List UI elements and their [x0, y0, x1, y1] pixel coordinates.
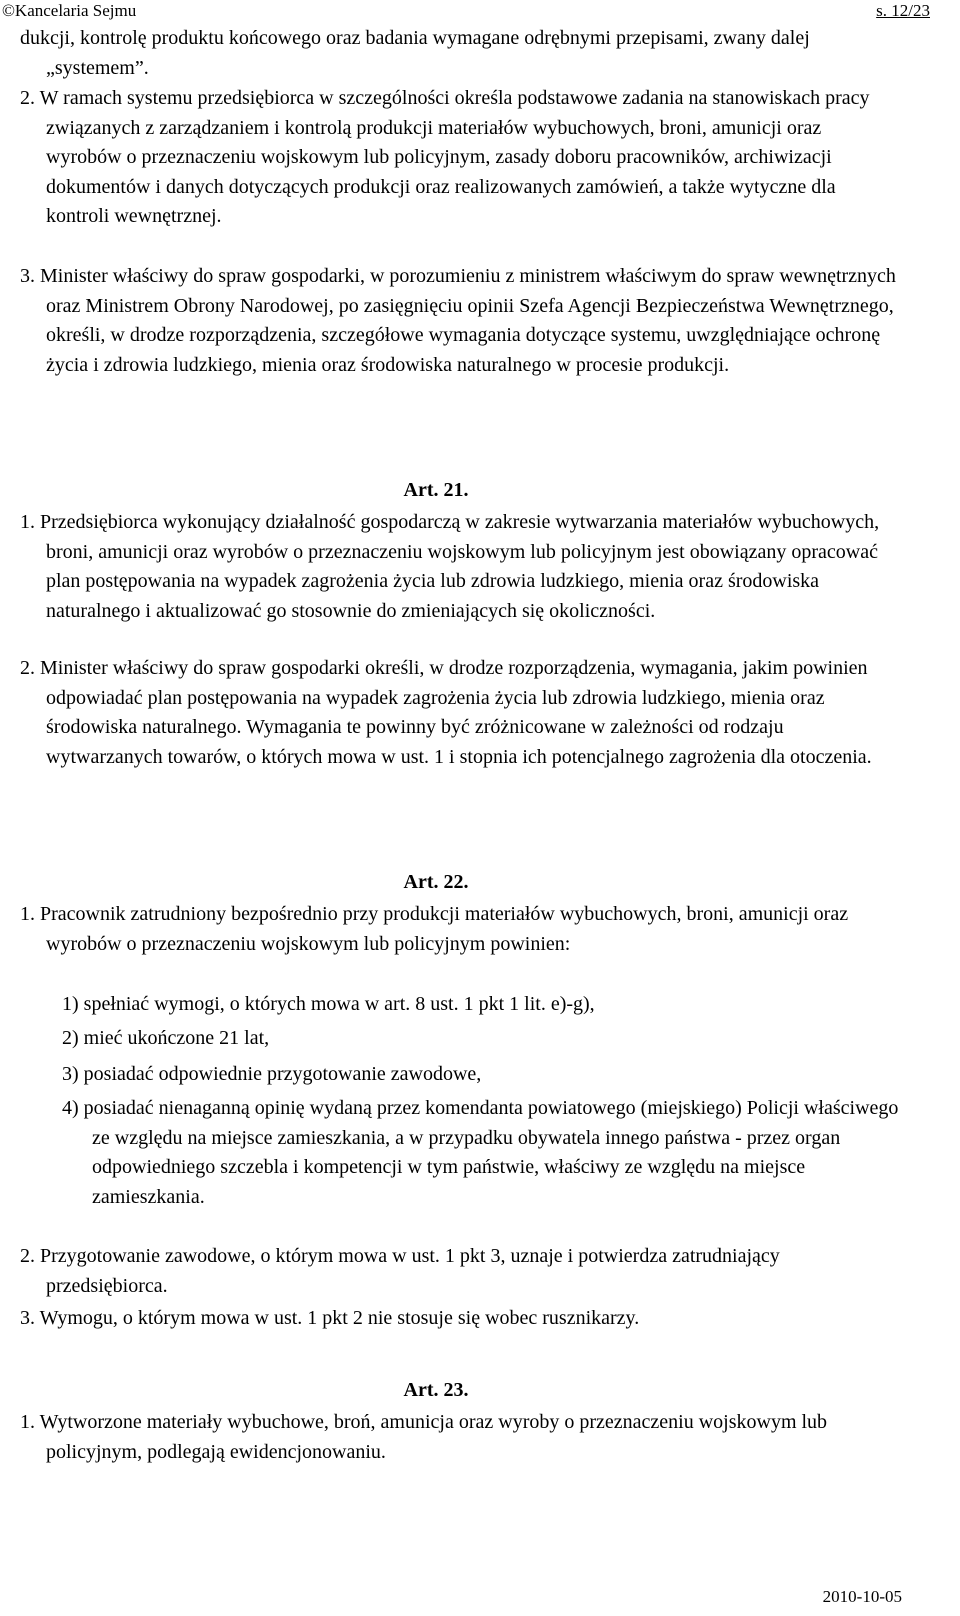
article-heading-22: Art. 22.	[403, 871, 469, 893]
header-source: ©Kancelaria Sejmu	[2, 1, 137, 20]
paragraph-art22-2: 2. Przygotowanie zawodowe, o którym mowa w ust. 1 pkt 3, uznaje i potwierdza zatrudniający przedsiębiorca.	[20, 1245, 780, 1297]
paragraph-art20-2: 2. W ramach systemu przedsiębiorca w szczególności określa podstawowe zadania na stanowiskach pracy związanych z zarządzaniem i kontrolą produkcji materiałów wybuchowych, broni, amunicji oraz wyrobów o przeznaczeniu wojskowym lub policyjnym, zasady doboru pracowników, archiwizacji dokumentów i danych dotyczących produkcji oraz realizowanych zamówień, a także wytyczne dla kontroli wewnętrznej.	[20, 87, 870, 227]
article-heading-21: Art. 21.	[403, 479, 469, 501]
page-header	[0, 0, 960, 24]
paragraph-art21-2: 2. Minister właściwy do spraw gospodarki określi, w drodze rozporządzenia, wymagania, jakim powinien odpowiadać plan postępowania na wypadek zagrożenia życia lub zdrowia ludzkiego, mienia oraz środowiska naturalnego. Wymagania te powinny być zróżnicowane w zależności od rodzaju wytwarzanych towarów, o których mowa w ust. 1 i stopnia ich potencjalnego zagrożenia dla otoczenia.	[20, 657, 872, 768]
paragraph-art22-1: 1. Pracownik zatrudniony bezpośrednio przy produkcji materiałów wybuchowych, broni, amunicji oraz wyrobów o przeznaczeniu wojskowym lub policyjnym powinien:	[20, 903, 849, 955]
list-item-4: 4) posiadać nienaganną opinię wydaną przez komendanta powiatowego (miejskiego) Policji właściwego ze względu na miejsce zamieszkania, a w przypadku obywatela innego państwa - przez organ odpowiedniego szczebla i kompetencji w tym państwie, właściwy ze względu na miejsce zamieszkania.	[62, 1097, 899, 1208]
header-page-number: s. 12/23	[876, 1, 930, 20]
list-item-2: 2) mieć ukończone 21 lat,	[62, 1027, 270, 1049]
list-item-3: 3) posiadać odpowiednie przygotowanie zawodowe,	[62, 1063, 482, 1085]
article-heading-23: Art. 23.	[403, 1379, 469, 1401]
list-item-1: 1) spełniać wymogi, o których mowa w art. 8 ust. 1 pkt 1 lit. e)-g),	[62, 993, 595, 1015]
paragraph-continuation: dukcji, kontrolę produktu końcowego oraz badania wymagane odrębnymi przepisami, zwany dalej „systemem”.	[20, 27, 810, 79]
paragraph-art21-1: 1. Przedsiębiorca wykonujący działalność gospodarczą w zakresie wytwarzania materiałów wybuchowych, broni, amunicji oraz wyrobów o przeznaczeniu wojskowym lub policyjnym jest obowiązany opracować plan postępowania na wypadek zagrożenia życia lub zdrowia ludzkiego, mienia oraz środowiska naturalnego i aktualizować go stosownie do zmieniających się okoliczności.	[20, 511, 880, 622]
paragraph-art23-1: 1. Wytworzone materiały wybuchowe, broń, amunicja oraz wyroby o przeznaczeniu wojskowym lub policyjnym, podlegają ewidencjonowaniu.	[20, 1411, 828, 1463]
footer-date: 2010-10-05	[822, 1587, 902, 1606]
paragraph-art20-3: 3. Minister właściwy do spraw gospodarki, w porozumieniu z ministrem właściwym do spraw wewnętrznych oraz Ministrem Obrony Narodowej, po zasięgnięciu opinii Szefa Agencji Bezpieczeństwa Wewnętrznego, określi, w drodze rozporządzenia, szczegółowe wymagania dotyczące systemu, uwzględniające ochronę życia i zdrowia ludzkiego, mienia oraz środowiska naturalnego w procesie produkcji.	[20, 265, 896, 376]
paragraph-art22-3: 3. Wymogu, o którym mowa w ust. 1 pkt 2 nie stosuje się wobec rusznikarzy.	[20, 1307, 640, 1329]
